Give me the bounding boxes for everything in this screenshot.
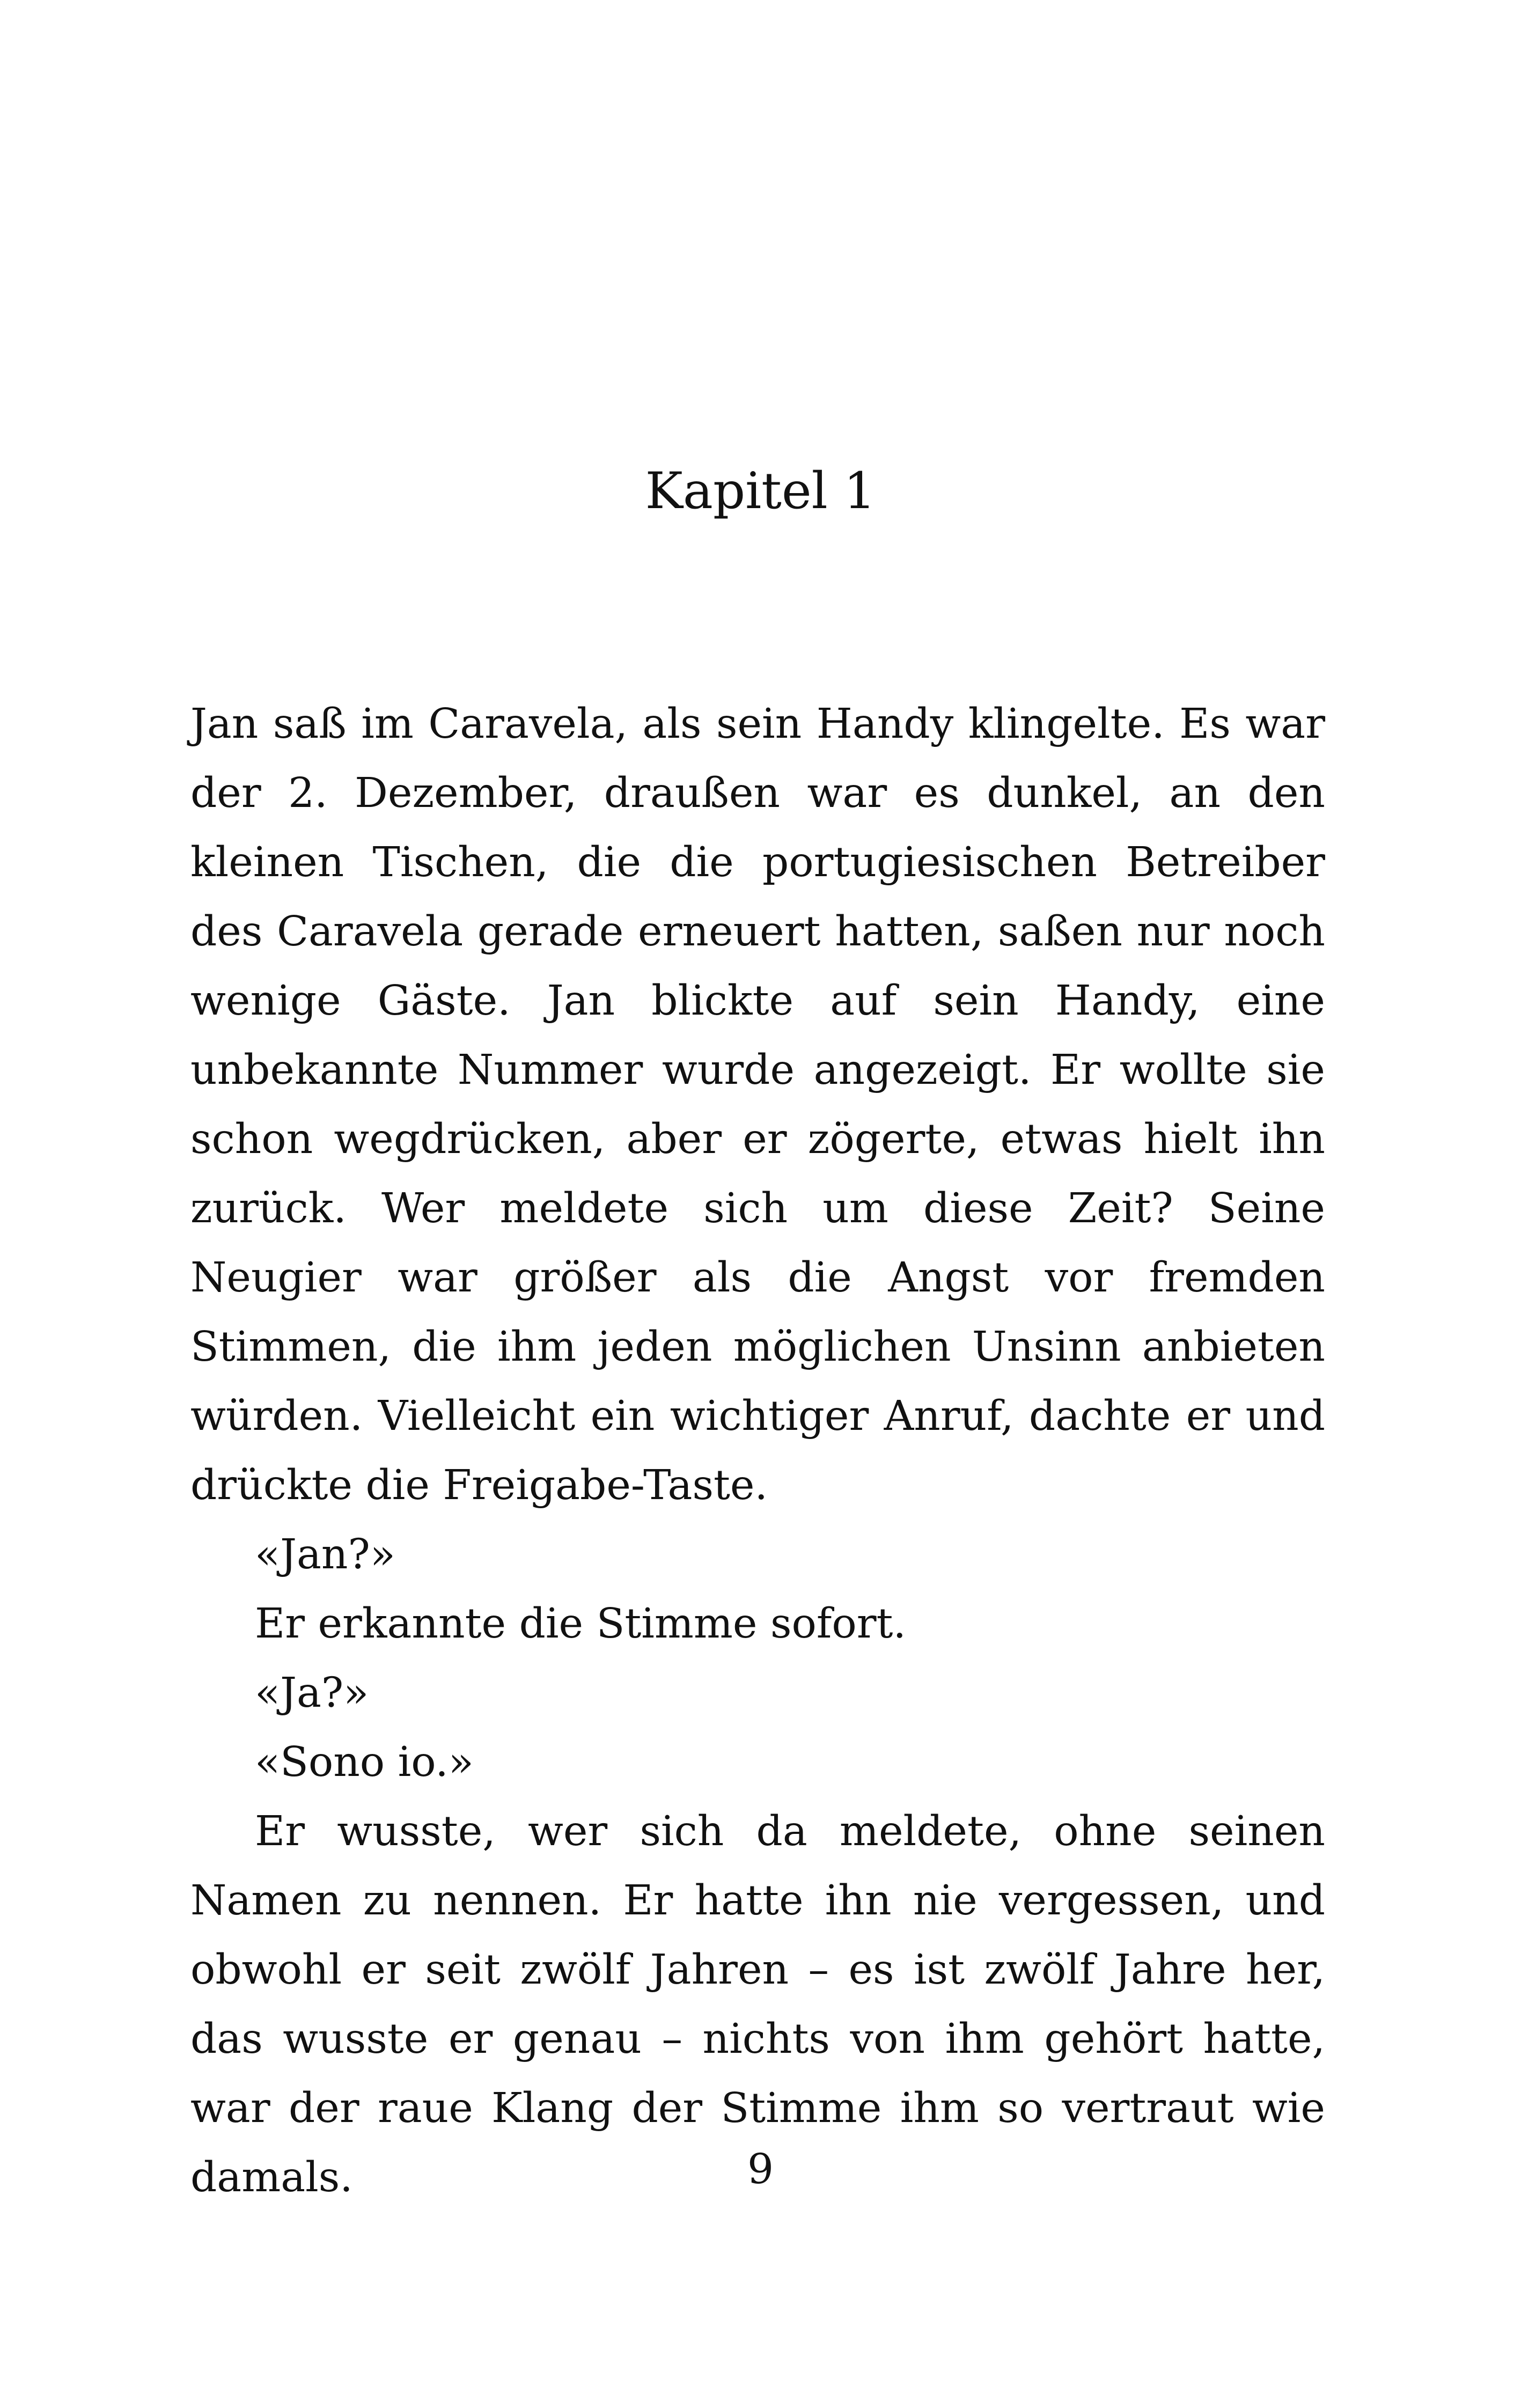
paragraph-4: «Ja?» xyxy=(255,1669,369,1717)
chapter-title: Kapitel 1 xyxy=(645,462,876,520)
paragraph-3: Er erkannte die Stimme sofort. xyxy=(255,1600,906,1648)
paragraph-5: «Sono io.» xyxy=(255,1738,474,1786)
paragraph-2: «Jan?» xyxy=(255,1531,395,1579)
paragraph-6: Er wusste, wer sich da meldete, ohne seinen Namen zu nennen. Er hatte ihn nie vergessen, und obwohl er seit zwölf Jahren – es ist zwölf Jahre her, das wusste er genau – nichts von ihm gehört hatte, war der raue Klang der Stimme ihm so vertraut wie damals. xyxy=(190,1808,1325,2201)
body-text xyxy=(190,689,1325,2212)
page-number: 9 xyxy=(747,2146,774,2193)
paragraph-1: Jan saß im Caravela, als sein Handy klingelte. Es war der 2. Dezember, draußen war es dunkel, an den kleinen Tischen, die die portugiesischen Betreiber des Caravela gerade erneuert hatten, saßen nur noch wenige Gäste. Jan blickte auf sein Handy, eine unbekannte Nummer wurde angezeigt. Er wollte sie schon wegdrücken, aber er zögerte, etwas hielt ihn zurück. Wer meldete sich um diese Zeit? Seine Neugier war größer als die Angst vor fremden Stimmen, die ihm jeden möglichen Unsinn anbieten würden. Vielleicht ein wichtiger Anruf, dachte er und drückte die Freigabe-Taste. xyxy=(190,700,1325,1509)
